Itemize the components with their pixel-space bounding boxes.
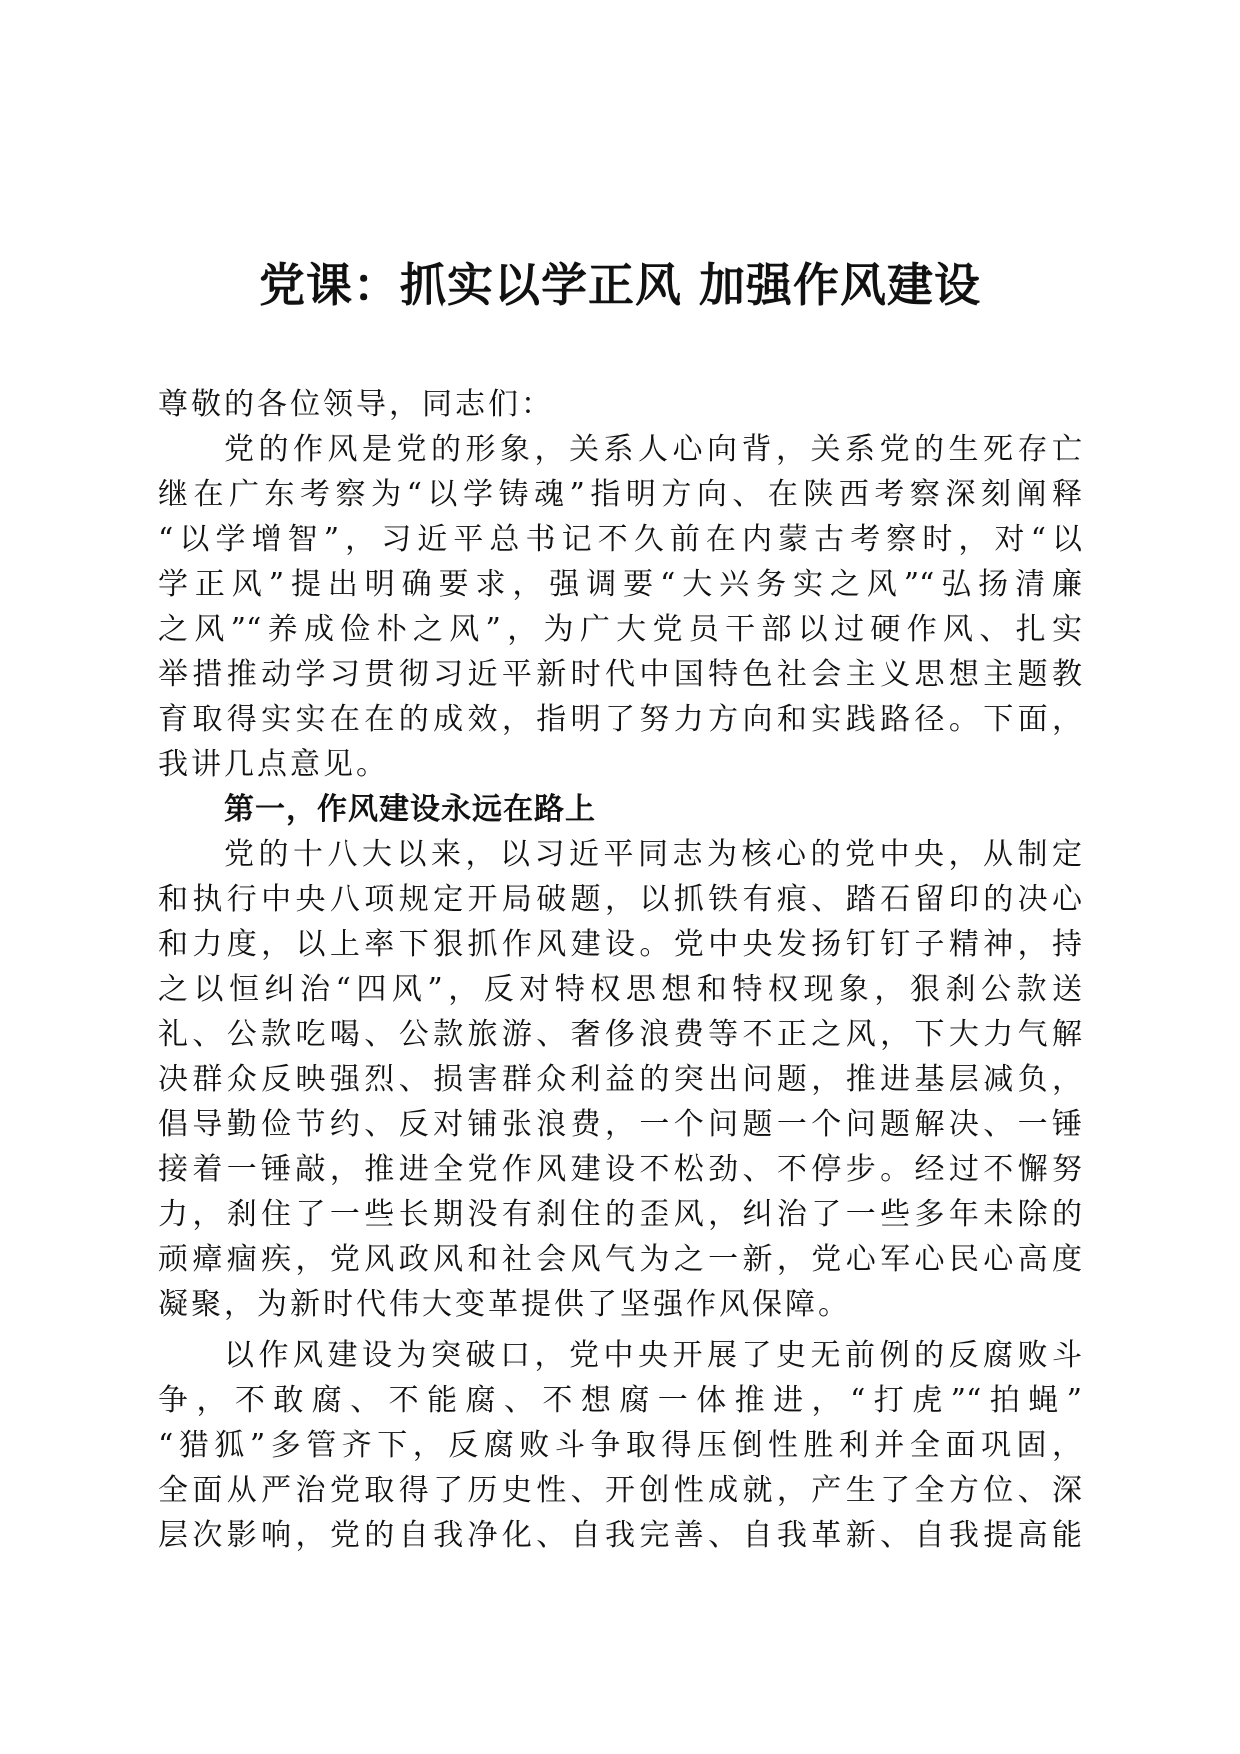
section-heading: 第一，作风建设永远在路上 — [224, 792, 596, 827]
paragraph-line: 全面从严治党取得了历史性、开创性成就，产生了全方位、深 — [158, 1473, 1082, 1508]
paragraph-section1-a — [158, 832, 1082, 1327]
paragraph-line: 凝聚，为新时代伟大变革提供了坚强作风保障。 — [158, 1287, 851, 1322]
paragraph-line: 之风”“养成俭朴之风”，为广大党员干部以过硬作风、扎实 — [158, 612, 1082, 647]
paragraph-line: 举措推动学习贯彻习近平新时代中国特色社会主义思想主题教 — [158, 657, 1082, 692]
paragraph-line: 育取得实实在在的成效，指明了努力方向和实践路径。下面， — [158, 702, 1082, 737]
paragraph-line: 力，刹住了一些长期没有刹住的歪风，纠治了一些多年未除的 — [158, 1197, 1082, 1232]
paragraph-line: 以作风建设为突破口，党中央开展了史无前例的反腐败斗 — [224, 1338, 1082, 1373]
paragraph-line: 层次影响，党的自我净化、自我完善、自我革新、自我提高能 — [158, 1518, 1082, 1553]
paragraph-line: 倡导勤俭节约、反对铺张浪费，一个问题一个问题解决、一锤 — [158, 1107, 1082, 1142]
paragraph-line: 学正风”提出明确要求，强调要“大兴务实之风”“弘扬清廉 — [158, 567, 1082, 602]
salutation: 尊敬的各位领导，同志们： — [158, 387, 554, 422]
paragraph-line: 党的作风是党的形象，关系人心向背，关系党的生死存亡 — [224, 432, 1082, 467]
paragraph-line: 争，不敢腐、不能腐、不想腐一体推进，“打虎”“拍蝇” — [158, 1383, 1082, 1418]
paragraph-line: “以学增智”，习近平总书记不久前在内蒙古考察时，对“以 — [158, 522, 1082, 557]
paragraph-line: 党的十八大以来，以习近平同志为核心的党中央，从制定 — [224, 837, 1082, 872]
paragraph-line: 决群众反映强烈、损害群众利益的突出问题，推进基层减负， — [158, 1062, 1082, 1097]
paragraph-line: 接着一锤敲，推进全党作风建设不松劲、不停步。经过不懈努 — [158, 1152, 1082, 1187]
paragraph-line: 之以恒纠治“四风”，反对特权思想和特权现象，狠刹公款送 — [158, 972, 1082, 1007]
document-title: 党课：抓实以学正风 加强作风建设 — [258, 258, 981, 312]
paragraph-intro — [158, 427, 1082, 787]
paragraph-line: 礼、公款吃喝、公款旅游、奢侈浪费等不正之风，下大力气解 — [158, 1017, 1082, 1052]
paragraph-line: 顽瘴痼疾，党风政风和社会风气为之一新，党心军心民心高度 — [158, 1242, 1082, 1277]
paragraph-line: 和力度，以上率下狠抓作风建设。党中央发扬钉钉子精神，持 — [158, 927, 1082, 962]
paragraph-line: 继在广东考察为“以学铸魂”指明方向、在陕西考察深刻阐释 — [158, 477, 1082, 512]
document-body — [158, 382, 1082, 1558]
paragraph-line: 我讲几点意见。 — [158, 747, 389, 782]
paragraph-line: 和执行中央八项规定开局破题，以抓铁有痕、踏石留印的决心 — [158, 882, 1082, 917]
paragraph-line: “猎狐”多管齐下，反腐败斗争取得压倒性胜利并全面巩固， — [158, 1428, 1082, 1463]
paragraph-section1-b — [158, 1333, 1082, 1558]
